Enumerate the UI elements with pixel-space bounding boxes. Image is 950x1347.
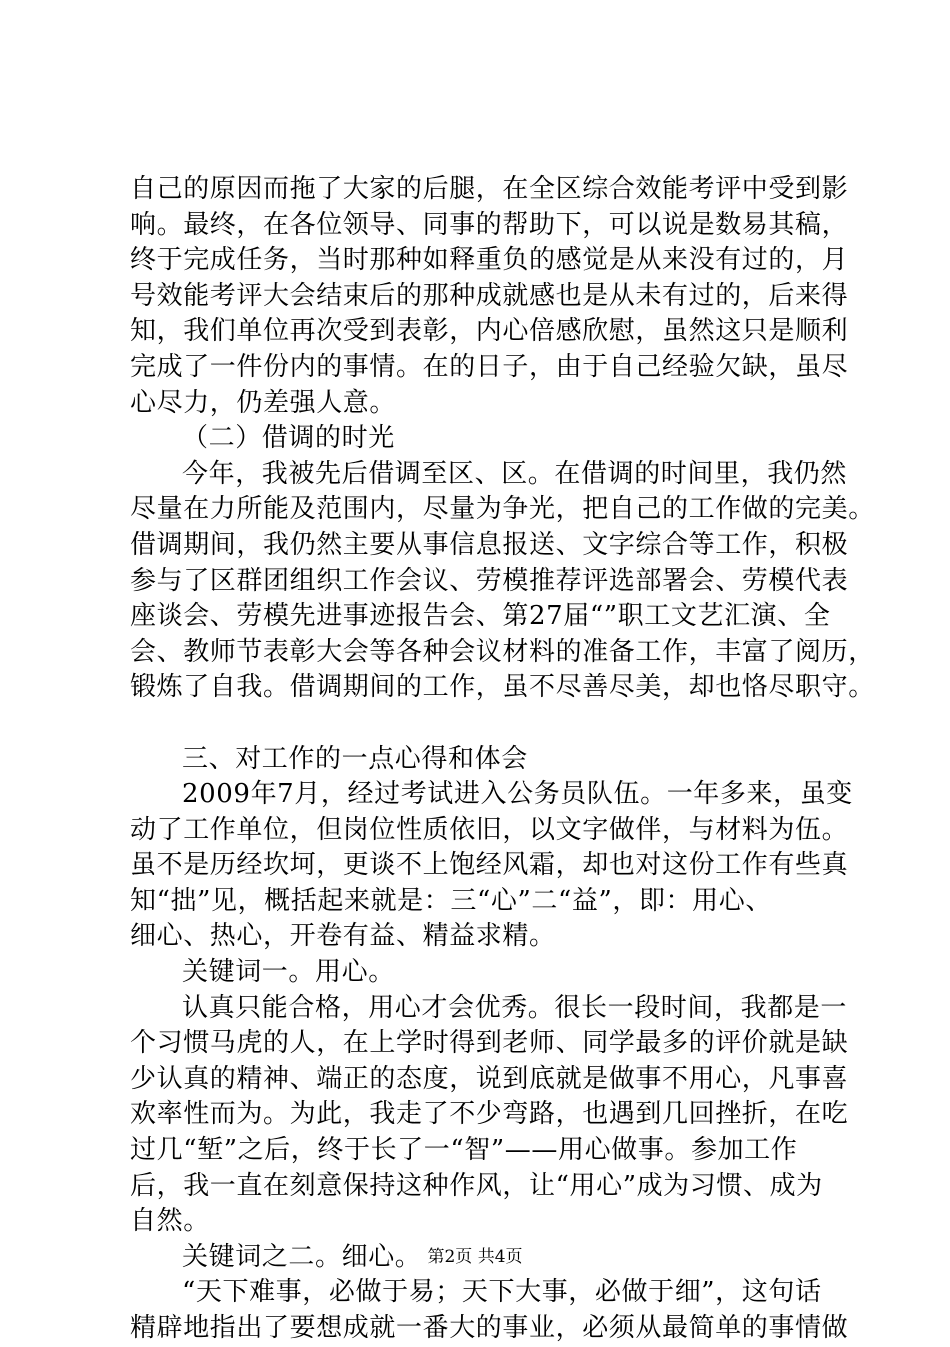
- body-line: 2009年7月，经过考试进入公务员队伍。一年多来，虽变: [182, 779, 853, 810]
- body-line: 知“拙”见，概括起来就是：三“心”二“益”，即：用心、: [130, 885, 772, 916]
- body-line: 认真只能合格，用心才会优秀。很长一段时间，我都是一: [182, 992, 848, 1023]
- body-line: 座谈会、劳模先进事迹报告会、第27届“”职工文艺汇演、全: [130, 601, 831, 632]
- body-line: 锻炼了自我。借调期间的工作，虽不尽善尽美，却也恪尽职守。: [130, 672, 875, 703]
- body-line: 后，我一直在刻意保持这种作风，让“用心”成为习惯、成为: [130, 1170, 823, 1201]
- document-body: [130, 172, 875, 1347]
- blank-line: [130, 706, 830, 742]
- body-line: 动了工作单位，但岗位性质依旧，以文字做伴，与材料为伍。: [130, 814, 849, 845]
- body-line: 少认真的精神、端正的态度，说到底就是做事不用心，凡事喜: [130, 1063, 849, 1094]
- body-line: 参与了区群团组织工作会议、劳模推荐评选部署会、劳模代表: [130, 565, 849, 596]
- keyword-heading: 关键词一。用心。: [182, 957, 395, 988]
- body-line: 细心、热心，开卷有益、精益求精。: [130, 921, 556, 952]
- body-line: 自然。: [130, 1206, 210, 1237]
- body-line: “天下难事，必做于易；天下大事，必做于细”，这句话: [182, 1277, 822, 1308]
- body-line: 号效能考评大会结束后的那种成就感也是从未有过的，后来得: [130, 280, 849, 311]
- body-line: 尽量在力所能及范围内，尽量为争光，把自己的工作做的完美。: [130, 494, 875, 525]
- keyword-heading: 关键词之二。细心。: [182, 1241, 422, 1272]
- body-line: 欢率性而为。为此，我走了不少弯路，也遇到几回挫折，在吃: [130, 1099, 849, 1130]
- body-line: 心尽力，仍差强人意。: [130, 387, 397, 418]
- body-line: 个习惯马虎的人，在上学时得到老师、同学最多的评价就是缺: [130, 1028, 849, 1059]
- body-line: 今年，我被先后借调至区、区。在借调的时间里，我仍然: [182, 458, 848, 489]
- body-line: 终于完成任务，当时那种如释重负的感觉是从来没有过的，月: [130, 245, 849, 276]
- section-heading: 三、对工作的一点心得和体会: [182, 743, 528, 774]
- subsection-heading: （二）借调的时光: [182, 423, 395, 454]
- body-line: 借调期间，我仍然主要从事信息报送、文字综合等工作，积极: [130, 529, 849, 560]
- body-line: 会、教师节表彰大会等各种会议材料的准备工作，丰富了阅历，: [130, 636, 875, 667]
- body-line: 过几“堑”之后，终于长了一“智”——用心做事。参加工作: [130, 1135, 798, 1166]
- body-line: 知，我们单位再次受到表彰，内心倍感欣慰，虽然这只是顺利: [130, 316, 849, 347]
- page-number-footer: 第2页 共4页: [427, 1247, 523, 1267]
- body-line: 自己的原因而拖了大家的后腿，在全区综合效能考评中受到影: [130, 174, 849, 204]
- body-line: 虽不是历经坎坷，更谈不上饱经风霜，却也对这份工作有些真: [130, 850, 849, 881]
- body-line: 完成了一件份内的事情。在的日子，由于自己经验欠缺，虽尽: [130, 351, 849, 382]
- body-line: 响。最终，在各位领导、同事的帮助下，可以说是数易其稿，: [130, 209, 849, 240]
- body-line: 精辟地指出了要想成就一番大的事业，必须从最简单的事情做: [130, 1313, 849, 1343]
